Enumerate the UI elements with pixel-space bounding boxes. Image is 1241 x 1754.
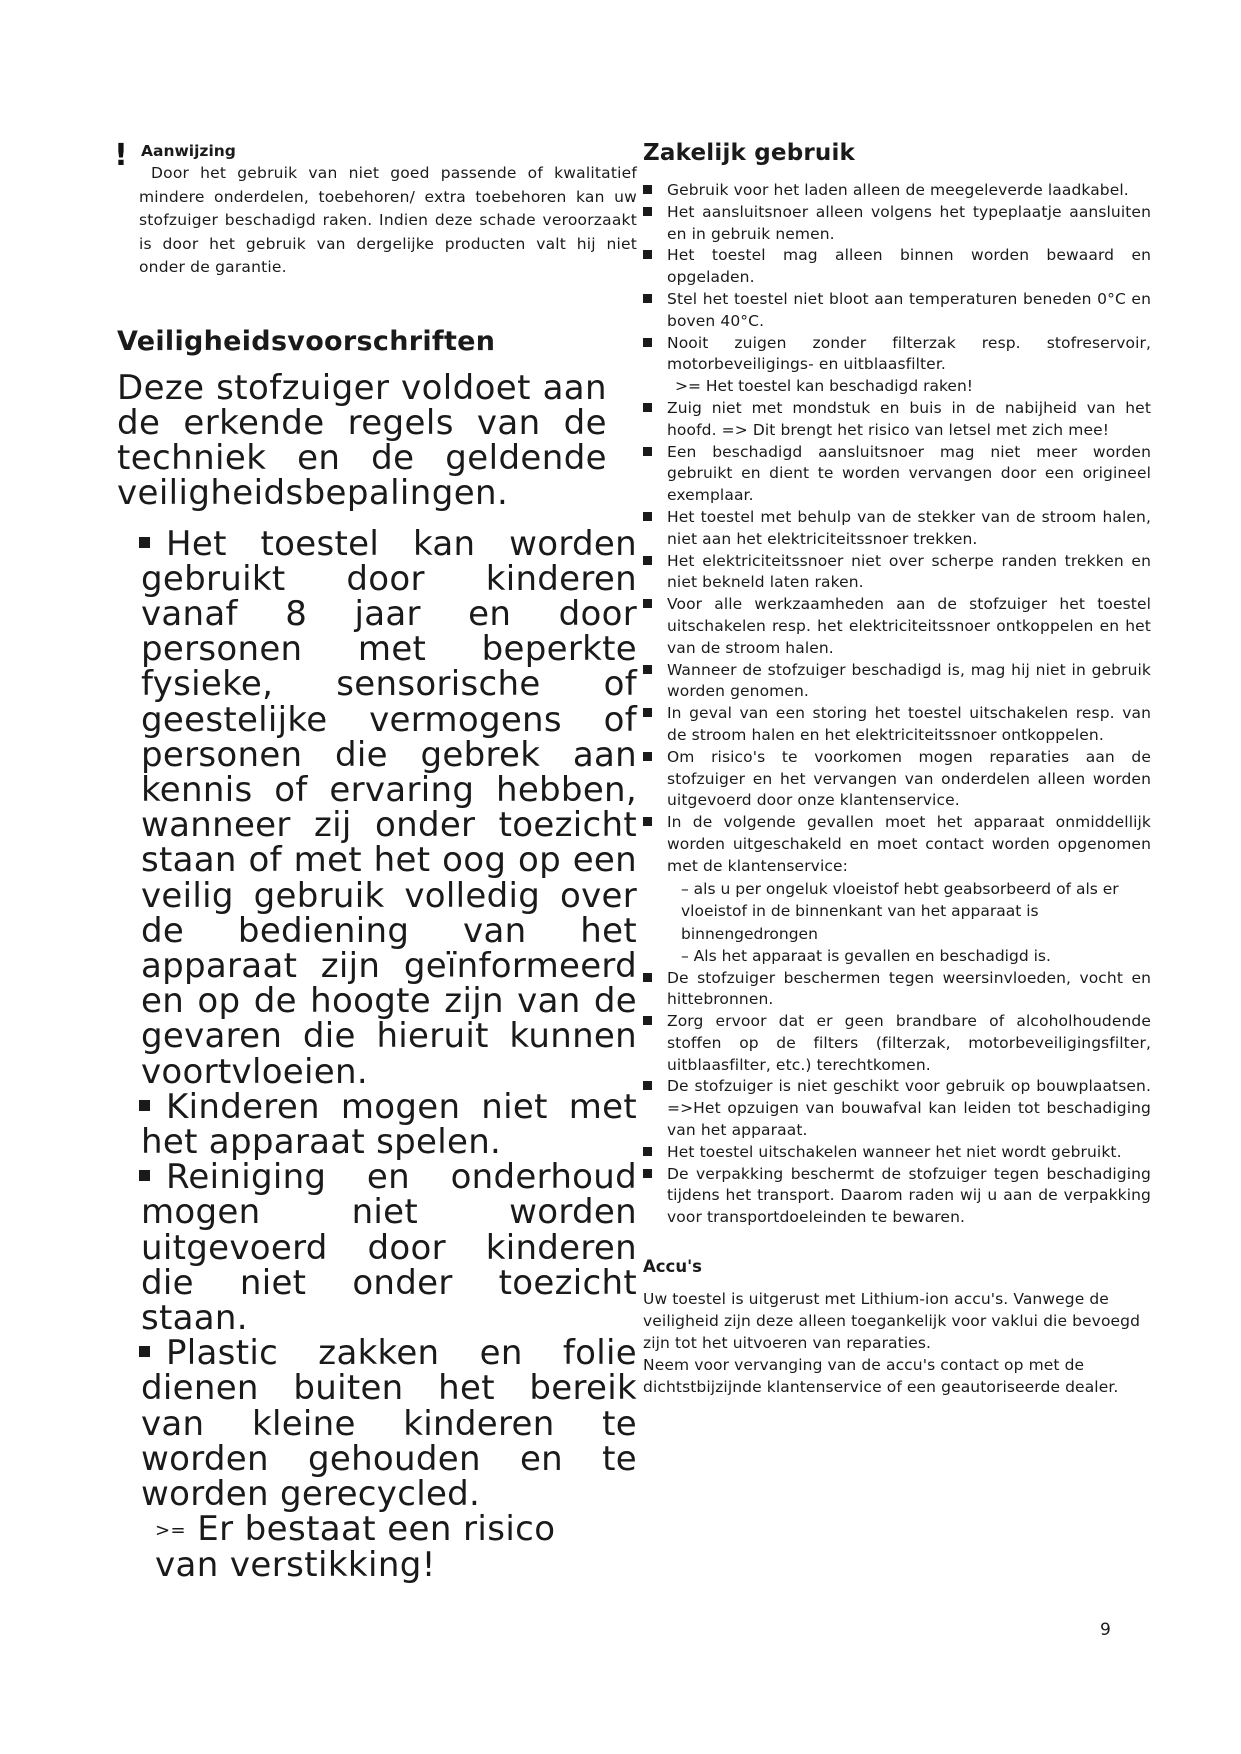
accu-text-2: Neem voor vervanging van de accu's contact op met de dichtstbijzijnde klantenservice of een geautoriseerde dealer.: [643, 1356, 1119, 1397]
business-list-2: [643, 398, 1151, 878]
bullet-square-icon: [139, 537, 150, 548]
bullet-square-icon: [643, 294, 652, 303]
list-item: De verpakking beschermt de stofzuiger tegen beschadiging tijdens het transport. Daarom raden wij u aan de verpakking voor transportdoeleinden te bewaren.: [643, 1164, 1151, 1229]
bullet-square-icon: [643, 1147, 652, 1156]
list-item: Gebruik voor het laden alleen de meegeleverde laadkabel.: [643, 180, 1151, 202]
bullet-square-icon: [643, 973, 652, 982]
damage-note: >= Het toestel kan beschadigd raken!: [675, 377, 973, 396]
bullet-square-icon: [643, 1016, 652, 1025]
bullet-square-icon: [139, 1100, 150, 1111]
bullet-square-icon: [139, 1346, 150, 1357]
right-column: [643, 140, 1151, 1398]
bullet-square-icon: [643, 599, 652, 608]
bullet-square-icon: [643, 1169, 652, 1178]
note-text: Door het gebruik van niet goed passende of kwalitatief mindere onderdelen, toebehoren/ extra toebehoren kan uw stofzuiger beschadigd raken. Indien deze schade veroorzaakt is door het gebruik van dergelijke producten valt hij niet onder de garantie.: [139, 164, 637, 276]
safety-heading: Veiligheidsvoorschriften: [117, 325, 496, 357]
bullet-square-icon: [643, 403, 652, 412]
list-item: In de volgende gevallen moet het apparaat onmiddellijk worden uitgeschakeld en moet contact worden opgenomen met de klantenservice:: [643, 812, 1151, 877]
bullet-square-icon: [643, 708, 652, 717]
list-item: Een beschadigd aansluitsnoer mag niet meer worden gebruikt en dient te worden vervangen door een origineel exemplaar.: [643, 442, 1151, 507]
bullet-square-icon: [643, 185, 652, 194]
bullet-square-icon: [643, 752, 652, 761]
list-item: Het toestel mag alleen binnen worden bewaard en opgeladen.: [643, 245, 1151, 289]
safety-item: Het toestel kan worden gebruikt door kinderen vanaf 8 jaar en door personen met beperkte fysieke, sensorische of geestelijke vermogens of personen die gebrek aan kennis of ervaring hebben, wanneer zij onder toezicht staan of met het oog op een veilig gebruik volledig over de bediening van het apparaat zijn geïnformeerd en op de hoogte zijn van de gevaren die hieruit kunnen voortvloeien.: [141, 523, 637, 1092]
bullet-square-icon: [643, 250, 652, 259]
list-item: Het toestel met behulp van de stekker van de stroom halen, niet aan het elektriciteitssnoer trekken.: [643, 507, 1151, 551]
bullet-square-icon: [139, 1170, 150, 1181]
list-item: Het elektriciteitssnoer niet over scherpe randen trekken en niet bekneld laten raken.: [643, 551, 1151, 595]
condition-item: – als u per ongeluk vloeistof hebt geabsorbeerd of als er vloeistof in de binnenkant van het apparaat is binnengedrongen: [681, 879, 1119, 943]
safety-warning: >= Er bestaat een risico van verstikking!: [155, 1509, 556, 1586]
bullet-square-icon: [643, 817, 652, 826]
bullet-square-icon: [643, 665, 652, 674]
bullet-square-icon: [643, 1081, 652, 1090]
safety-list: [117, 523, 637, 1514]
accu-heading: Accu's: [643, 1257, 702, 1277]
note-box: [114, 138, 637, 280]
safety-item: Kinderen mogen niet met het apparaat spelen.: [141, 1086, 637, 1162]
list-item: Nooit zuigen zonder filterzak resp. stofreservoir, motorbeveiligings- en uitblaasfilter.: [643, 333, 1151, 377]
business-list: [643, 180, 1151, 376]
bullet-square-icon: [643, 338, 652, 347]
left-column: [114, 138, 637, 1586]
bullet-square-icon: [643, 512, 652, 521]
conditions-list: [643, 878, 1151, 968]
page-number: 9: [1100, 1620, 1111, 1640]
note-title: Aanwijzing: [141, 142, 236, 160]
business-list-3: [643, 968, 1151, 1230]
safety-intro: Deze stofzuiger voldoet aan de erkende regels van de techniek en de geldende veiligheidsbepalingen.: [117, 367, 607, 513]
list-item: Wanneer de stofzuiger beschadigd is, mag hij niet in gebruik worden genomen.: [643, 660, 1151, 704]
safety-item: Plastic zakken en folie dienen buiten het bereik van kleine kinderen te worden gehouden en te worden gerecycled.: [141, 1333, 637, 1514]
arrow-icon: >=: [155, 1520, 186, 1542]
business-heading: Zakelijk gebruik: [643, 140, 856, 166]
list-item: Om risico's te voorkomen mogen reparaties aan de stofzuiger en het vervangen van onderdelen alleen worden uitgevoerd door onze klantenservice.: [643, 747, 1151, 812]
list-item: In geval van een storing het toestel uitschakelen resp. van de stroom halen en het elektriciteitssnoer ontkoppelen.: [643, 703, 1151, 747]
condition-item: – Als het apparaat is gevallen en beschadigd is.: [681, 947, 1051, 965]
list-item: Stel het toestel niet bloot aan temperaturen beneden 0°C en boven 40°C.: [643, 289, 1151, 333]
list-item: Voor alle werkzaamheden aan de stofzuiger het toestel uitschakelen resp. het elektriciteitssnoer ontkoppelen en het van de stroom halen.: [643, 594, 1151, 659]
accu-text: Uw toestel is uitgerust met Lithium-ion accu's. Vanwege de veiligheid zijn deze alleen toegankelijk voor vaklui die bevoegd zijn tot het uitvoeren van reparaties.: [643, 1290, 1141, 1353]
bullet-square-icon: [643, 207, 652, 216]
list-item: Het toestel uitschakelen wanneer het niet wordt gebruikt.: [643, 1142, 1151, 1164]
list-item: Het aansluitsnoer alleen volgens het typeplaatje aansluiten en in gebruik nemen.: [643, 202, 1151, 246]
list-item: Zuig niet met mondstuk en buis in de nabijheid van het hoofd. => Dit brengt het risico van letsel met zich mee!: [643, 398, 1151, 442]
bullet-square-icon: [643, 447, 652, 456]
exclamation-icon: !: [114, 138, 128, 173]
safety-item: Reiniging en onderhoud mogen niet worden uitgevoerd door kinderen die niet onder toezicht staan.: [141, 1157, 637, 1338]
list-item: Zorg ervoor dat er geen brandbare of alcoholhoudende stoffen op de filters (filterzak, motorbeveiligingsfilter, uitblaasfilter, etc.) terechtkomen.: [643, 1011, 1151, 1076]
list-item: De stofzuiger is niet geschikt voor gebruik op bouwplaatsen. =>Het opzuigen van bouwafval kan leiden tot beschadiging van het apparaat.: [643, 1076, 1151, 1141]
list-item: De stofzuiger beschermen tegen weersinvloeden, vocht en hittebronnen.: [643, 968, 1151, 1012]
bullet-square-icon: [643, 556, 652, 565]
